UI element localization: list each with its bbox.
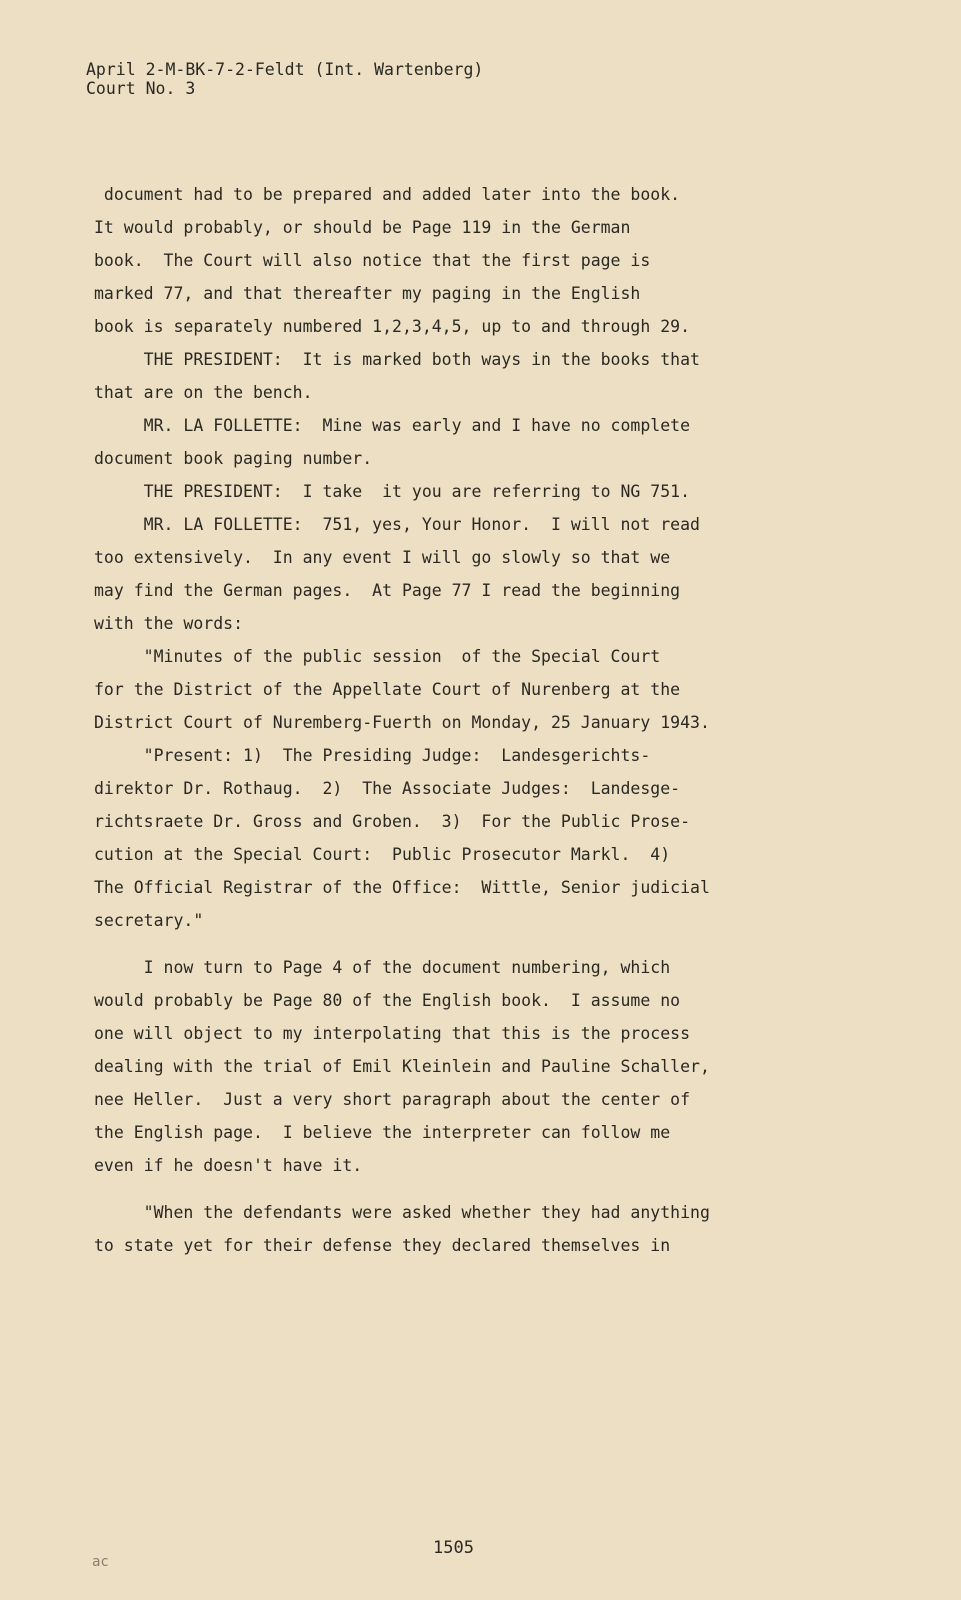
text-line: document book paging number. bbox=[94, 449, 373, 468]
text-line: would probably be Page 80 of the English book. I assume no bbox=[94, 991, 681, 1010]
text-line: direktor Dr. Rothaug. 2) The Associate Judges: Landesge- bbox=[94, 779, 681, 798]
transcript-body bbox=[94, 178, 934, 1262]
text-line: document had to be prepared and added later into the book. bbox=[94, 185, 681, 204]
text-line: to state yet for their defense they declared themselves in bbox=[94, 1236, 671, 1255]
text-line: with the words: bbox=[94, 614, 244, 633]
text-line: It would probably, or should be Page 119 in the German bbox=[94, 218, 631, 237]
header-line-2: Court No. 3 bbox=[86, 79, 196, 98]
text-line: nee Heller. Just a very short paragraph about the center of bbox=[94, 1090, 691, 1109]
text-line: the English page. I believe the interpreter can follow me bbox=[94, 1123, 671, 1142]
text-line: book is separately numbered 1,2,3,4,5, up to and through 29. bbox=[94, 317, 691, 336]
text-line: for the District of the Appellate Court of Nurenberg at the bbox=[94, 680, 681, 699]
text-line: dealing with the trial of Emil Kleinlein and Pauline Schaller, bbox=[94, 1057, 710, 1076]
paragraph-gap bbox=[94, 937, 934, 951]
text-line: that are on the bench. bbox=[94, 383, 313, 402]
text-line: "Minutes of the public session of the Special Court bbox=[94, 647, 661, 666]
text-line: The Official Registrar of the Office: Wittle, Senior judicial bbox=[94, 878, 710, 897]
text-line: "When the defendants were asked whether they had anything bbox=[94, 1203, 710, 1222]
text-line: too extensively. In any event I will go slowly so that we bbox=[94, 548, 671, 567]
page-number: 1505 bbox=[433, 1538, 474, 1558]
paragraph-gap bbox=[94, 1182, 934, 1196]
header-line-1: April 2-M-BK-7-2-Feldt (Int. Wartenberg) bbox=[86, 60, 484, 79]
text-line: District Court of Nuremberg-Fuerth on Monday, 25 January 1943. bbox=[94, 713, 710, 732]
text-line: marked 77, and that thereafter my paging in the English bbox=[94, 284, 641, 303]
text-line: I now turn to Page 4 of the document numbering, which bbox=[94, 958, 671, 977]
text-line: THE PRESIDENT: I take it you are referring to NG 751. bbox=[94, 482, 691, 501]
text-line: THE PRESIDENT: It is marked both ways in the books that bbox=[94, 350, 700, 369]
text-line: even if he doesn't have it. bbox=[94, 1156, 363, 1175]
text-line: secretary." bbox=[94, 911, 204, 930]
text-line: cution at the Special Court: Public Prosecutor Markl. 4) bbox=[94, 845, 671, 864]
text-line: richtsraete Dr. Gross and Groben. 3) For the Public Prose- bbox=[94, 812, 691, 831]
text-line: one will object to my interpolating that this is the process bbox=[94, 1024, 691, 1043]
typist-initials: ac bbox=[92, 1554, 109, 1570]
text-line: "Present: 1) The Presiding Judge: Landesgerichts- bbox=[94, 746, 651, 765]
text-line: book. The Court will also notice that the first page is bbox=[94, 251, 651, 270]
document-header bbox=[86, 60, 483, 98]
text-line: MR. LA FOLLETTE: Mine was early and I have no complete bbox=[94, 416, 691, 435]
text-line: MR. LA FOLLETTE: 751, yes, Your Honor. I will not read bbox=[94, 515, 700, 534]
text-line: may find the German pages. At Page 77 I read the beginning bbox=[94, 581, 681, 600]
